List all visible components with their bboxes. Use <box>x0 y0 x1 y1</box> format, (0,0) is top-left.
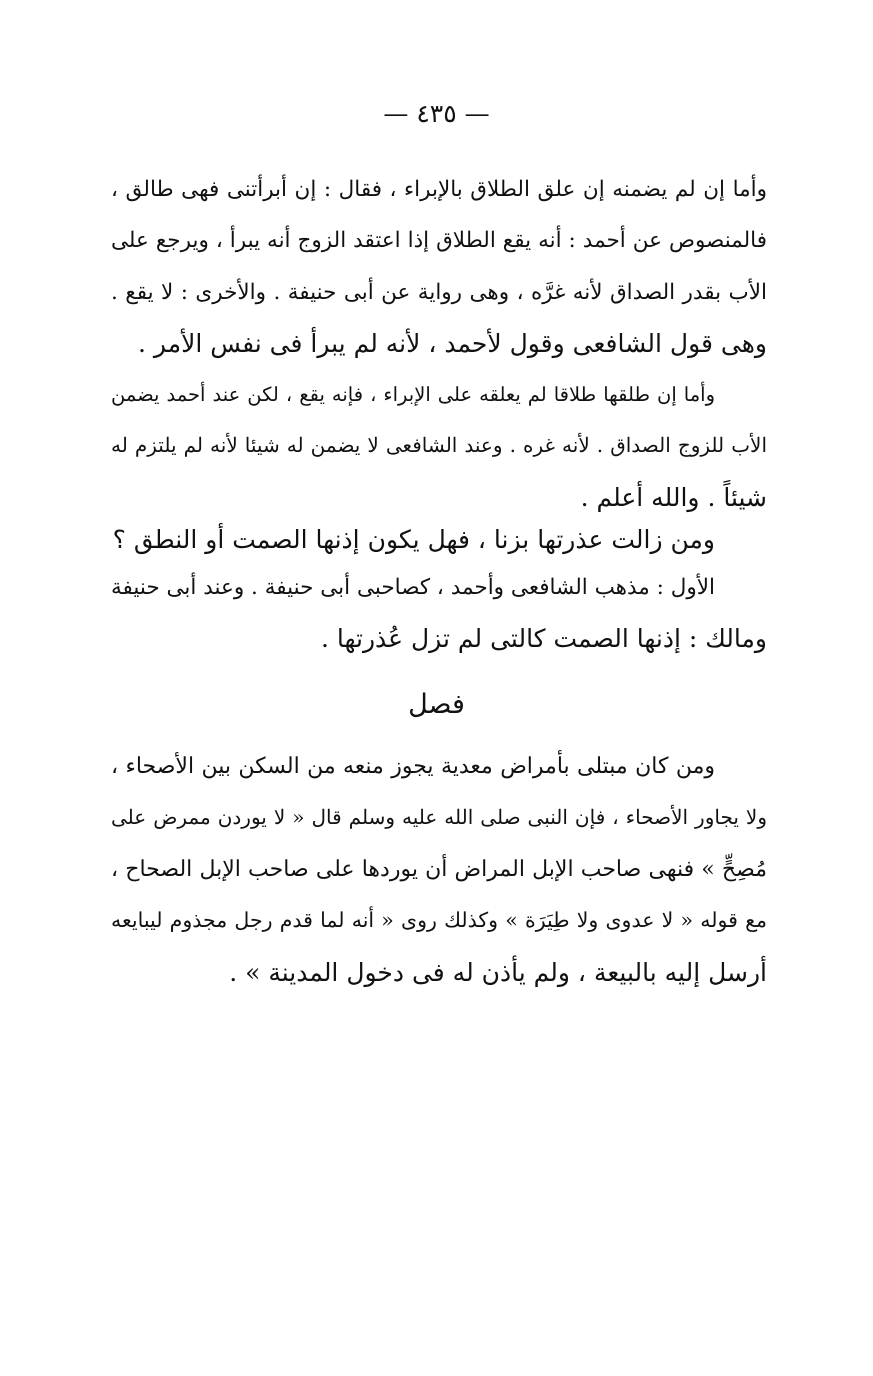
paragraph-line: ومن كان مبتلى بأمراض معدية يجوز منعه من السكن بين الأصحاء ، <box>111 754 715 779</box>
paragraph-line: الأب للزوج الصداق . لأنه غره . وعند الشافعى لا يضمن له شيئا لأنه لم يلتزم له <box>111 433 767 458</box>
paragraph-3 <box>111 514 767 565</box>
paragraph-line: ولا يجاور الأصحاء ، فإن النبى صلى الله عليه وسلم قال « لا يوردن ممرض على <box>111 805 767 830</box>
paragraph-line: وأما إن لم يضمنه إن علق الطلاق بالإبراء ، فقال : إن أبرأتنى فهى طالق ، <box>111 177 767 202</box>
paragraph-line: أرسل إليه بالبيعة ، ولم يأذن له فى دخول المدينة » . <box>229 957 767 987</box>
paragraph-line: وأما إن طلقها طلاقا لم يعلقه على الإبراء ، فإنه يقع ، لكن عند أحمد يضمن <box>111 383 715 406</box>
paragraph-1 <box>111 164 767 370</box>
paragraph-line: وهى قول الشافعى وقول لأحمد ، لأنه لم يبرأ فى نفس الأمر . <box>138 329 767 359</box>
paragraph-line: مُصِحٍّ » فنهى صاحب الإبل المراض أن يوردها على صاحب الإبل الصحاح ، <box>111 856 767 882</box>
paragraph-line: الأول : مذهب الشافعى وأحمد ، كصاحبى أبى حنيفة . وعند أبى حنيفة <box>111 575 715 600</box>
paragraph-line: ومن زالت عذرتها بزنا ، فهل يكون إذنها الصمت أو النطق ؟ <box>112 525 715 554</box>
paragraph-line: مع قوله « لا عدوى ولا طِيَرَة » وكذلك روى « أنه لما قدم رجل مجذوم ليبايعه <box>111 908 767 933</box>
paragraph-line: شيئاً . والله أعلم . <box>580 482 767 512</box>
section-paragraph <box>111 741 767 998</box>
paragraph-4 <box>111 562 767 665</box>
paragraph-line: ومالك : إذنها الصمت كالتى لم تزل عُذرتها . <box>320 624 767 654</box>
section-heading: فصل <box>408 689 465 720</box>
paragraph-2 <box>111 369 767 523</box>
paragraph-line: الأب بقدر الصداق لأنه غرَّه ، وهى رواية عن أبى حنيفة . والأخرى : لا يقع . <box>111 279 767 305</box>
paragraph-line: فالمنصوص عن أحمد : أنه يقع الطلاق إذا اعتقد الزوج أنه يبرأ ، ويرجع على <box>111 228 767 254</box>
page-number: — ٤٣٥ — <box>383 99 490 128</box>
